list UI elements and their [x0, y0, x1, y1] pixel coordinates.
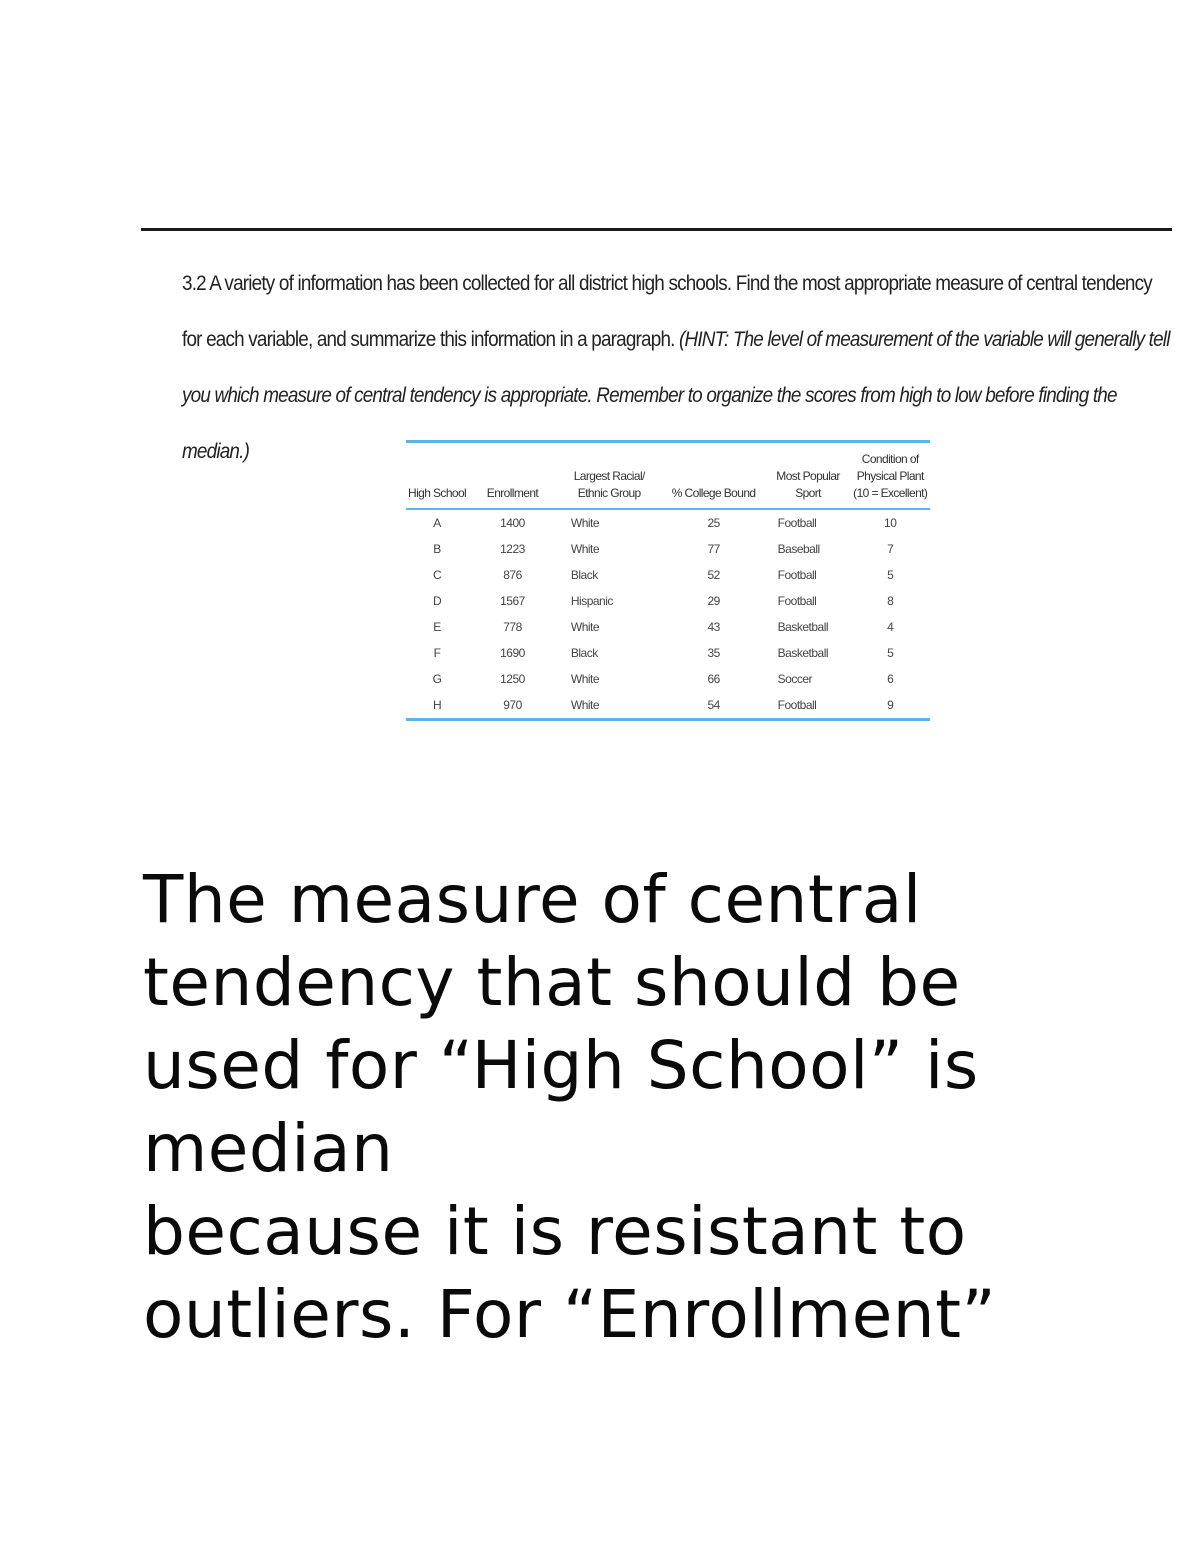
cell-school: F	[433, 646, 441, 660]
cell-sport: Baseball	[777, 542, 820, 556]
cell-plant: 4	[887, 620, 894, 634]
header-high-school: High School	[406, 442, 468, 510]
cell-group: Black	[570, 646, 598, 660]
table-row	[406, 614, 930, 640]
high-school-data-table	[406, 440, 930, 721]
cell-enrollment: 1567	[500, 594, 525, 608]
cell-sport: Football	[777, 516, 817, 530]
cell-college: 35	[707, 646, 720, 660]
cell-plant: 9	[887, 698, 894, 712]
cell-plant: 8	[887, 594, 894, 608]
cell-college: 52	[707, 568, 720, 582]
cell-college: 66	[707, 672, 720, 686]
cell-school: G	[432, 672, 442, 686]
problem-hint: (HINT: The level of measurement of the variable will generally tell you which measure of central tendency is appropriate. Remember to organize the scores from high to low before finding the median.)	[182, 328, 1170, 463]
cell-sport: Football	[777, 698, 817, 712]
cell-plant: 7	[887, 542, 894, 556]
cell-group: White	[570, 516, 600, 530]
cell-sport: Basketball	[777, 620, 829, 634]
cell-plant: 10	[884, 516, 897, 530]
cell-sport: Basketball	[777, 646, 829, 660]
header-enrollment: Enrollment	[468, 442, 557, 510]
cell-group: Hispanic	[570, 594, 613, 608]
data-table-container	[406, 440, 930, 721]
table-row	[406, 640, 930, 666]
cell-enrollment: 970	[503, 698, 522, 712]
answer-text: The measure of central tendency that should be used for “High School” is median because it is resistant to outliers. For “Enrollment”	[143, 861, 997, 1353]
cell-group: Black	[570, 568, 598, 582]
table-row	[406, 562, 930, 588]
cell-group: White	[570, 542, 600, 556]
cell-school: H	[432, 698, 442, 712]
cell-college: 29	[707, 594, 720, 608]
header-sport: Most Popular Sport	[766, 442, 851, 510]
table-row	[406, 692, 930, 720]
top-rule	[141, 228, 1172, 231]
cell-enrollment: 876	[503, 568, 522, 582]
cell-group: White	[570, 698, 600, 712]
cell-group: White	[570, 672, 600, 686]
header-college-bound: % College Bound	[662, 442, 766, 510]
cell-plant: 5	[887, 568, 894, 582]
cell-sport: Soccer	[777, 672, 813, 686]
header-physical-plant: Condition of Physical Plant (10 = Excellent)	[850, 442, 930, 510]
table-row	[406, 588, 930, 614]
cell-school: A	[433, 516, 441, 530]
cell-school: B	[433, 542, 441, 556]
cell-enrollment: 1223	[500, 542, 525, 556]
cell-group: White	[570, 620, 600, 634]
cell-plant: 5	[887, 646, 894, 660]
cell-enrollment: 1400	[500, 516, 525, 530]
cell-enrollment: 1250	[500, 672, 525, 686]
cell-college: 54	[707, 698, 720, 712]
cell-plant: 6	[887, 672, 894, 686]
cell-school: D	[432, 594, 442, 608]
table-row	[406, 536, 930, 562]
cell-school: C	[432, 568, 442, 582]
cell-school: E	[433, 620, 441, 634]
cell-enrollment: 778	[503, 620, 522, 634]
problem-text: 3.2 A variety of information has been collected for all district high schools. Find the most appropriate measure of central tendency for each variable, and summarize this information in a paragraph.	[182, 272, 1152, 351]
header-ethnic-group: Largest Racial/ Ethnic Group	[557, 442, 662, 510]
cell-college: 43	[707, 620, 720, 634]
cell-college: 25	[707, 516, 720, 530]
cell-sport: Football	[777, 594, 817, 608]
cell-enrollment: 1690	[500, 646, 525, 660]
table-header-row	[406, 442, 930, 510]
cell-college: 77	[707, 542, 720, 556]
table-row	[406, 666, 930, 692]
table-row	[406, 509, 930, 536]
cell-sport: Football	[777, 568, 817, 582]
